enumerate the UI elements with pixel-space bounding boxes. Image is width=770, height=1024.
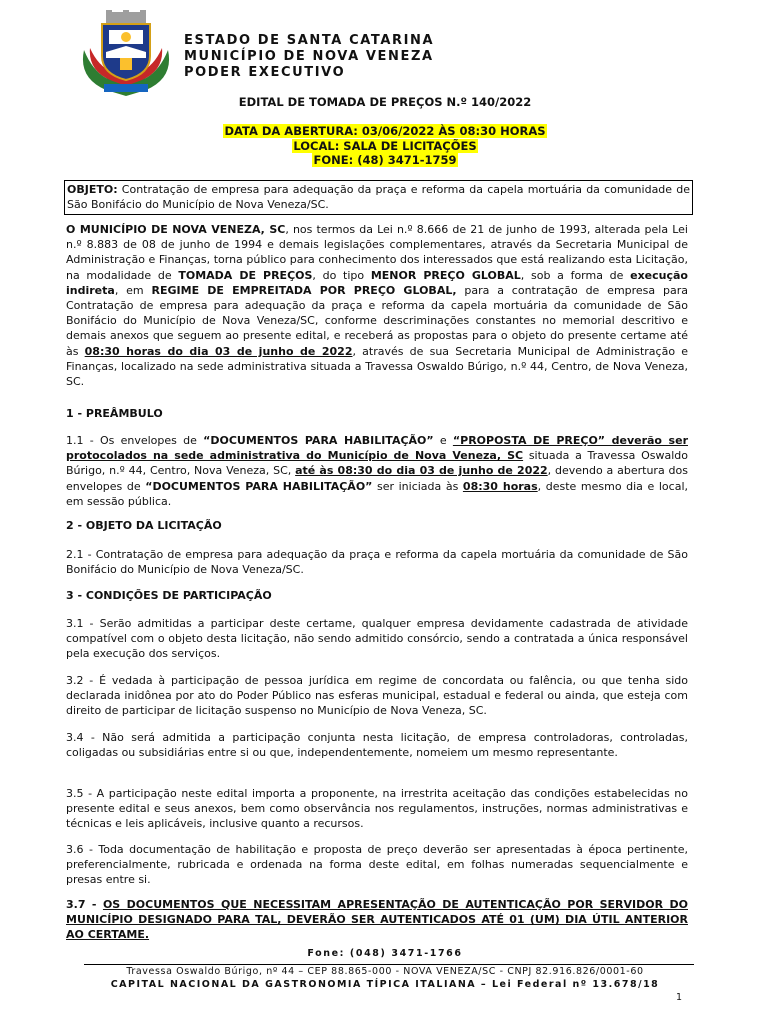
footer-capital-slogan: CAPITAL NACIONAL DA GASTRONOMIA TÍPICA ITALIANA – Lei Federal nº 13.678/18 bbox=[110, 979, 660, 990]
intro-regime: REGIME DE EMPREITADA POR PREÇO GLOBAL, bbox=[151, 283, 457, 297]
s1-time: 08:30 horas bbox=[462, 479, 538, 493]
intro-form: execução indireta bbox=[66, 268, 688, 297]
section-3-4: 3.4 - Não será admitida a participação conjunta nesta licitação, de empresa controladoras, controladas, coligadas ou subsidiárias entre si ou que, independentemente, nomeiem um mesmo representante. bbox=[66, 731, 688, 760]
page-footer bbox=[0, 948, 770, 990]
objeto-text: Contratação de empresa para adequação da praça e reforma da capela mortuária da comunidade de São Bonifácio do Município de Nova Veneza/SC. bbox=[67, 183, 690, 211]
section-3-2: 3.2 - É vedada à participação de pessoa jurídica em regime de concordata ou falência, ou que tenha sido declarada inidônea por ato do Poder Público nas esferas municipal, estadual e federal ou ainda, que esteja com direito de participar de licitação suspenso no Município de Nova Veneza, SC. bbox=[66, 674, 688, 718]
section-3-5: 3.5 - A participação neste edital importa a proponente, na irrestrita aceitação das condições estabelecidas no presente edital e seus anexos, bem como observância nos regulamentos, instruções, normas administrativas e técnicas e leis aplicáveis, inclusive quanto a recursos. bbox=[66, 787, 688, 831]
s1-text-e: situada a Travessa Oswaldo Búrigo, n.º 44, Centro, Nova Veneza, SC, bbox=[66, 449, 689, 478]
intro-paragraph bbox=[66, 222, 688, 389]
footer-address: Travessa Oswaldo Búrigo, nº 44 – CEP 88.865-000 - NOVA VENEZA/SC - CNPJ 82.916.826/0001-60 bbox=[126, 966, 644, 977]
intro-modality: TOMADA DE PREÇOS bbox=[178, 268, 313, 282]
s1-text-c: e bbox=[433, 434, 453, 447]
s1-deadline: até às 08:30 do dia 03 de junho de 2022 bbox=[295, 464, 548, 478]
intro-text-2: , do tipo bbox=[312, 268, 371, 282]
section-3-6: 3.6 - Toda documentação de habilitação e proposta de preço deverão ser apresentadas à época pertinente, preferencialmente, rubricada e ordenada na forma deste edital, em folhas numeradas sequencialmente e presas entre si. bbox=[66, 843, 688, 887]
header-branch: PODER EXECUTIVO bbox=[184, 65, 346, 80]
intro-type: MENOR PREÇO GLOBAL bbox=[370, 268, 521, 282]
opening-location: LOCAL: SALA DE LICITAÇÕES bbox=[293, 138, 477, 153]
opening-info bbox=[0, 124, 770, 168]
section-3-title: 3 - CONDIÇÕES DE PARTICIPAÇÃO bbox=[66, 589, 272, 602]
opening-phone: FONE: (48) 3471-1759 bbox=[313, 153, 457, 167]
footer-divider bbox=[84, 964, 694, 965]
intro-deadline: 08:30 horas do dia 03 de junho de 2022 bbox=[84, 344, 353, 358]
s1-text-a: 1.1 - Os envelopes de bbox=[66, 434, 204, 447]
section-1-title: 1 - PREÂMBULO bbox=[66, 407, 163, 420]
section-3-7 bbox=[66, 897, 688, 943]
opening-date: DATA DA ABERTURA: 03/06/2022 ÀS 08:30 HORAS bbox=[224, 124, 546, 138]
s3-7-number: 3.7 - bbox=[66, 898, 103, 911]
s3-7-authentication-notice: OS DOCUMENTOS QUE NECESSITAM APRESENTAÇÃO DE AUTENTICAÇÃO POR SERVIDOR DO MUNICÍPIO DESIGNADO PARA TAL, DEVERÃO SER AUTENTICADOS ATÉ 01 (UM) DIA ÚTIL ANTERIOR AO CERTAME. bbox=[66, 898, 688, 942]
page-number: 1 bbox=[676, 992, 683, 1003]
intro-text-5: para a contratação de empresa para Contratação de empresa para adequação da praça e reforma da capela mortuária da comunidade de São Bonifácio do Município de Nova Veneza/SC, conforme descriminações constantes no memorial descritivo e demais anexos que seguem ao presente edital, e receberá as propostas para o objeto do presente certame até às bbox=[66, 283, 688, 358]
footer-phone: Fone: (048) 3471-1766 bbox=[307, 948, 463, 959]
section-2-title: 2 - OBJETO DA LICITAÇÃO bbox=[66, 519, 222, 532]
intro-text-6: , através de sua Secretaria Municipal de Administração e Finanças, localizado na sede administrativa situada a Travessa Oswaldo Búrigo, n.º 44, Centro, de Nova Veneza, SC. bbox=[66, 344, 688, 389]
s1-text-i: ser iniciada às bbox=[372, 479, 463, 493]
intro-text-4: , em bbox=[114, 283, 152, 297]
s1-envelope-habilitacao-2: “DOCUMENTOS PARA HABILITAÇÃO” bbox=[145, 479, 373, 493]
objeto-box bbox=[64, 180, 693, 215]
municipal-coat-of-arms bbox=[76, 8, 176, 98]
section-3-1: 3.1 - Serão admitidas a participar deste certame, qualquer empresa devidamente cadastrada de atividade compatível com o objeto desta licitação, não sendo admitido consórcio, sendo a contratada a única responsável pela execução dos serviços. bbox=[66, 617, 688, 661]
s1-envelope-habilitacao: “DOCUMENTOS PARA HABILITAÇÃO” bbox=[203, 434, 434, 447]
intro-municipality: O MUNICÍPIO DE NOVA VENEZA, SC bbox=[66, 223, 286, 236]
header-municipality: MUNICÍPIO DE NOVA VENEZA bbox=[184, 49, 434, 64]
edital-title: EDITAL DE TOMADA DE PREÇOS N.º 140/2022 bbox=[238, 95, 532, 109]
header-state: ESTADO DE SANTA CATARINA bbox=[184, 33, 435, 48]
s1-text-g: , devendo a abertura dos envelopes de bbox=[66, 464, 688, 493]
section-2-1: 2.1 - Contratação de empresa para adequação da praça e reforma da capela mortuária da comunidade de São Bonifácio do Município de Nova Veneza/SC. bbox=[66, 548, 688, 577]
objeto-label: OBJETO: bbox=[67, 183, 118, 196]
s1-protocol-instruction: “PROPOSTA DE PREÇO” deverão ser protocolados na sede administrativa do Município de Nova Veneza, SC bbox=[66, 434, 688, 463]
issuer-header bbox=[184, 33, 434, 81]
s1-text-k: , deste mesmo dia e local, em sessão pública. bbox=[66, 479, 688, 508]
intro-text-1: , nos termos da Lei n.º 8.666 de 21 de junho de 1993, alterada pela Lei n.º 8.883 de 08 de junho de 1994 e demais legislações complementares, através da Secretaria Municipal de Administração e Finanças, torna público para conhecimento dos interessados que está realizando esta Licitação, na modalidade de bbox=[66, 223, 688, 282]
intro-text-3: , sob a forma de bbox=[520, 268, 631, 282]
section-1-1 bbox=[66, 433, 688, 509]
